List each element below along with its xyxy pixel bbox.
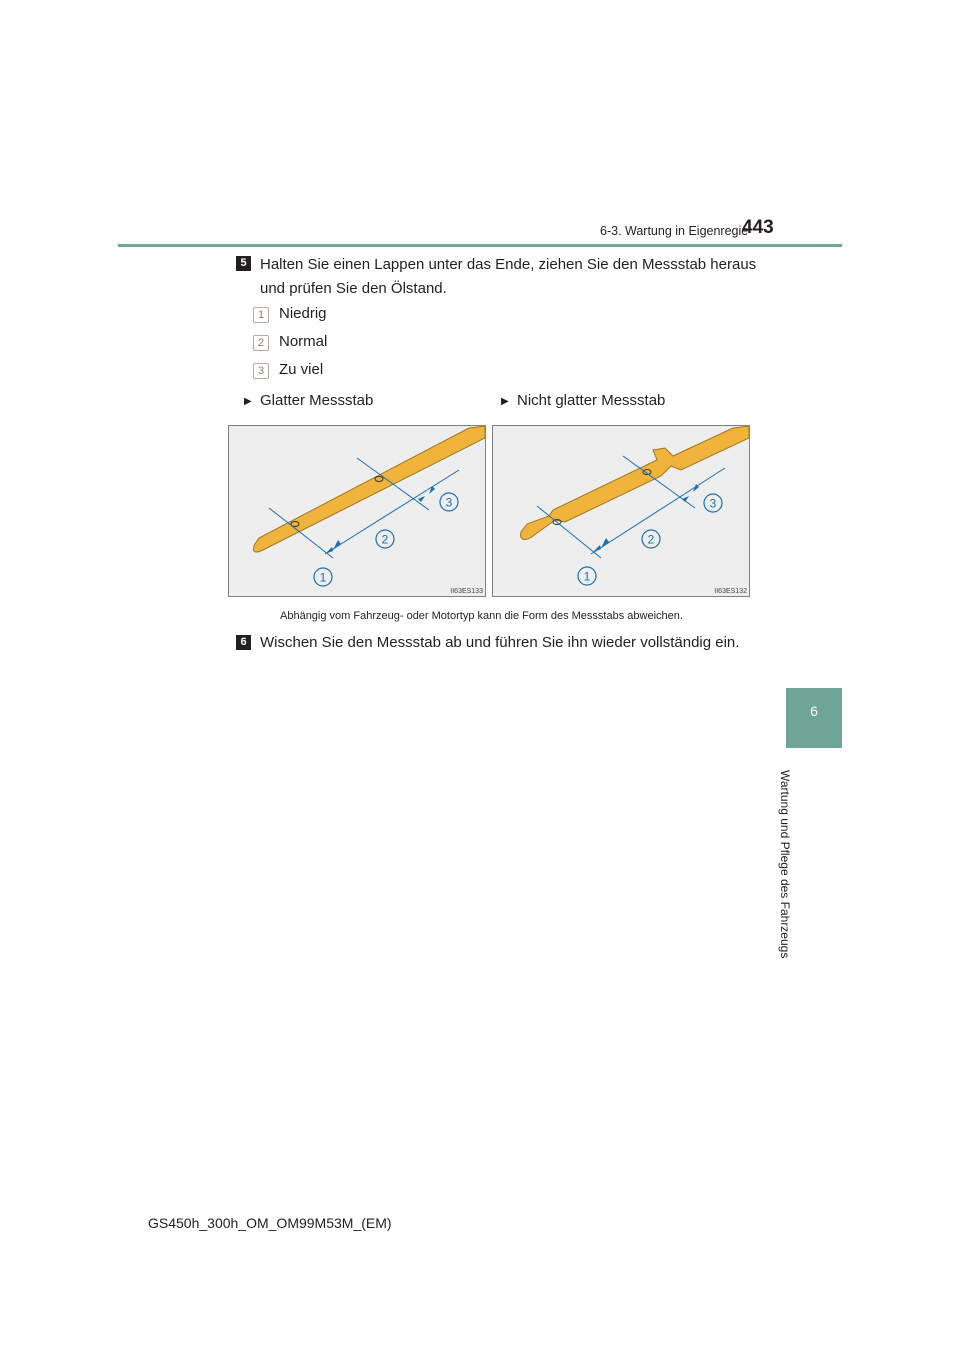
callout-1: 1 <box>319 570 327 585</box>
step-text: und prüfen Sie den Ölstand. <box>260 280 447 297</box>
callout-2: 2 <box>381 532 389 547</box>
chapter-side-title <box>752 770 832 960</box>
callout-1: 1 <box>583 569 591 584</box>
section-title: 6-3. Wartung in Eigenregie <box>600 224 749 238</box>
figure-code: II63ES133 <box>450 588 483 595</box>
callout-3: 3 <box>445 495 453 510</box>
step-badge: 5 <box>236 256 251 271</box>
figure-code: II63ES132 <box>714 588 747 595</box>
level-label: Zu viel <box>279 361 324 378</box>
level-label: Normal <box>279 333 328 350</box>
footer-document-code: GS450h_300h_OM_OM99M53M_(EM) <box>148 1215 392 1231</box>
step-text: Wischen Sie den Messstab ab und führen Sie ihn wieder vollständig ein. <box>260 634 740 651</box>
level-number-badge: 3 <box>253 363 269 379</box>
figure-label: Nicht glatter Messstab <box>517 392 666 409</box>
level-number-badge: 2 <box>253 335 269 351</box>
chapter-title: Wartung und Pflege des Fahrzeugs <box>778 770 792 959</box>
figure-label: Glatter Messstab <box>260 392 374 409</box>
callout-2: 2 <box>647 532 655 547</box>
figure-smooth-dipstick <box>228 425 486 597</box>
step-text: Halten Sie einen Lappen unter das Ende, ziehen Sie den Messstab heraus <box>260 256 757 273</box>
figure-non-smooth-dipstick <box>492 425 750 597</box>
figure-caption: Abhängig vom Fahrzeug- oder Motortyp kann die Form des Messstabs abweichen. <box>280 610 683 622</box>
page-number: 443 <box>742 217 774 238</box>
level-label: Niedrig <box>279 305 327 322</box>
bullet-triangle-icon: ▶ <box>244 396 252 407</box>
step-badge: 6 <box>236 635 251 650</box>
header-rule <box>118 244 842 247</box>
bullet-triangle-icon: ▶ <box>501 396 509 407</box>
chapter-number: 6 <box>810 703 818 719</box>
level-number-badge: 1 <box>253 307 269 323</box>
callout-3: 3 <box>709 496 717 511</box>
